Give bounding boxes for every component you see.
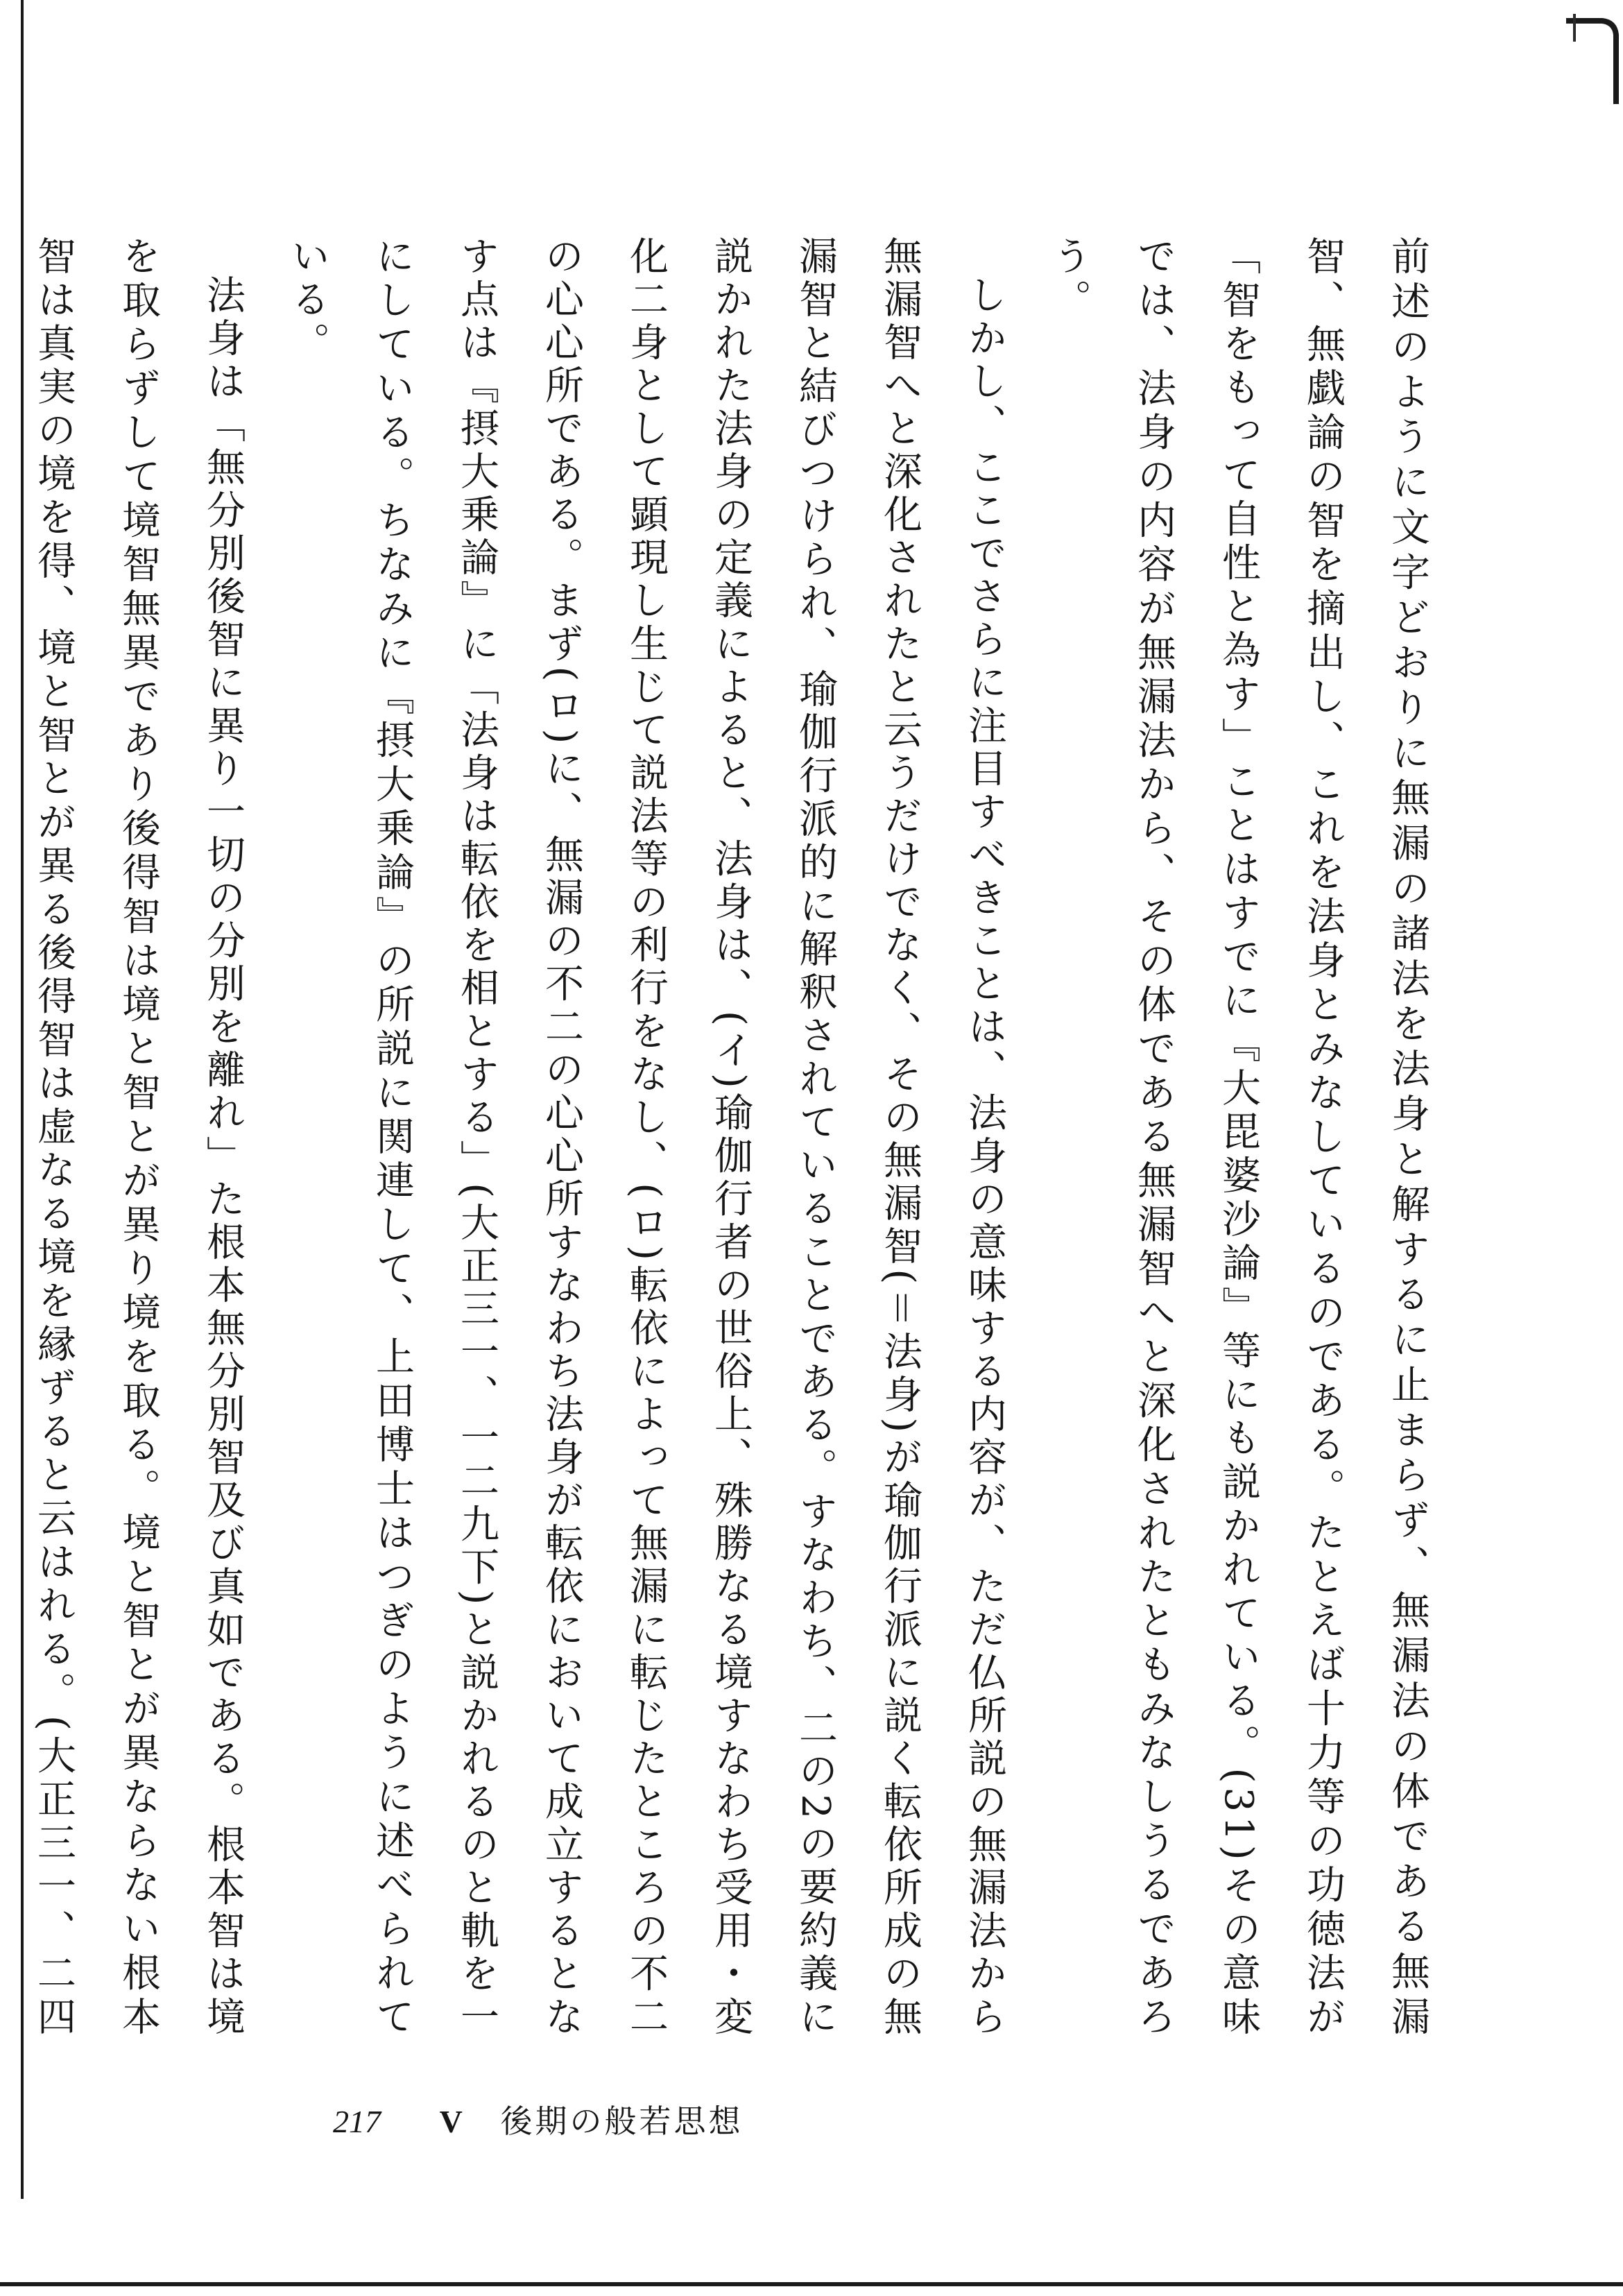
chapter-title: 後期の般若思想 <box>500 2102 744 2140</box>
page-footer <box>333 2096 818 2145</box>
paragraph-1: 前述のように文字どおりに無漏の諸法を法身と解するに止まらず、無漏法の体である無漏智、無戯論の智を摘出し、これを法身とみなしているのである。たとえば十力等の功徳法が「智をもって自性と為す」ことはすでに『大毘婆沙論』等にも説かれている。(31)その意味では、法身の内容が無漏法から、その体である無漏智へと深化されたともみなしうるであろう。 <box>1047 236 1430 2040</box>
page-edge-bottom <box>0 2282 1623 2286</box>
body-text <box>31 236 1450 2040</box>
paragraph-3-quotation: 法身は「無分別後智に異り一切の分別を離れ」た根本無分別智及び真如である。根本智は境を取らずして境智無異であり後得智は境と智とが異り境を取る。境と智とが異ならない根本智は真実の境を得、境と智とが異る後得智は虚なる境を縁ずると云はれる。(大正三一、二四 <box>31 236 246 2040</box>
paragraph-2: しかし、ここでさらに注目すべきことは、法身の意味する内容が、ただ仏所説の無漏法から無漏智へと深化されたと云うだけでなく、その無漏智(＝法身)が瑜伽行派に説く転依所成の無漏智と結びつけられ、瑜伽行派的に解釈されていることである。すなわち、二の2の要約義に説かれた法身の定義によると、法身は、(イ)瑜伽行者の世俗上、殊勝なる境すなわち受用・変化二身として顕現し生じて説法等の利行をなし、(ロ)転依によって無漏に転じたところの不二の心心所である。まず(ロ)に、無漏の不二の心心所すなわち法身が転依において成立するとなす点は『摂大乗論』に「法身は転依を相とする」(大正三一、一二九下)と説かれるのと軌を一にしている。ちなみに『摂大乗論』の所説に関連して、上田博士はつぎのように述べられている。 <box>285 236 1007 2039</box>
page-corner-mark <box>1561 14 1623 104</box>
page-number: 217 <box>333 2104 381 2139</box>
chapter-numeral: V <box>439 2104 463 2139</box>
